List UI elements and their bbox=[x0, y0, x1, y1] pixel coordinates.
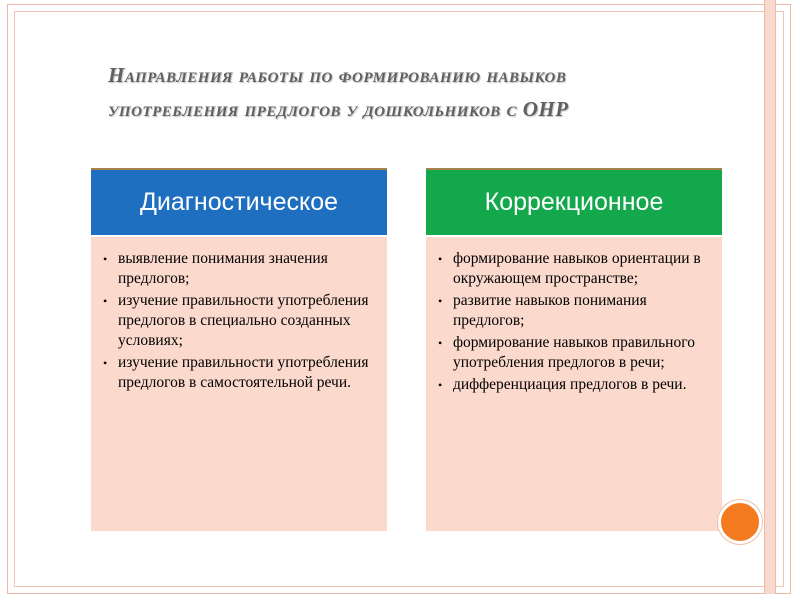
title-line-2: употребления предлогов у дошкольников с ОНР bbox=[108, 97, 569, 121]
list-item-text: изучение правильности употребления предлогов в самостоятельной речи. bbox=[118, 354, 369, 391]
title-line-1: Направления работы по формированию навыков bbox=[108, 63, 567, 87]
list-item-text: формирование навыков ориентации в окружающем пространстве; bbox=[453, 250, 701, 287]
list-item bbox=[103, 291, 377, 351]
list-item-text: развитие навыков понимания предлогов; bbox=[453, 292, 647, 329]
column-body-diagnostic bbox=[91, 237, 387, 531]
list-item bbox=[103, 353, 377, 393]
bullet-list-diagnostic bbox=[103, 249, 377, 393]
list-item-text: изучение правильности употребления предлогов в специально созданных условиях; bbox=[118, 292, 369, 349]
bullet-icon: • bbox=[103, 294, 108, 308]
column-body-correctional bbox=[426, 237, 722, 531]
bullet-icon: • bbox=[103, 252, 108, 266]
decorative-stripe bbox=[764, 0, 776, 594]
list-item bbox=[438, 375, 712, 395]
list-item-text: выявление понимания значения предлогов; bbox=[118, 250, 328, 287]
list-item-text: формирование навыков правильного употребления предлогов в речи; bbox=[453, 334, 695, 371]
decorative-circle bbox=[718, 500, 762, 544]
list-item-text: дифференциация предлогов в речи. bbox=[453, 376, 687, 393]
column-header-correctional: Коррекционное bbox=[426, 168, 722, 237]
slide-title bbox=[108, 58, 728, 126]
column-correctional bbox=[426, 168, 722, 531]
list-item bbox=[438, 249, 712, 289]
bullet-list-correctional bbox=[438, 249, 712, 395]
list-item bbox=[103, 249, 377, 289]
bullet-icon: • bbox=[438, 336, 443, 350]
bullet-icon: • bbox=[438, 378, 443, 392]
bullet-icon: • bbox=[438, 294, 443, 308]
column-diagnostic bbox=[91, 168, 387, 531]
list-item bbox=[438, 333, 712, 373]
list-item bbox=[438, 291, 712, 331]
column-header-diagnostic: Диагностическое bbox=[91, 168, 387, 237]
bullet-icon: • bbox=[103, 356, 108, 370]
bullet-icon: • bbox=[438, 252, 443, 266]
